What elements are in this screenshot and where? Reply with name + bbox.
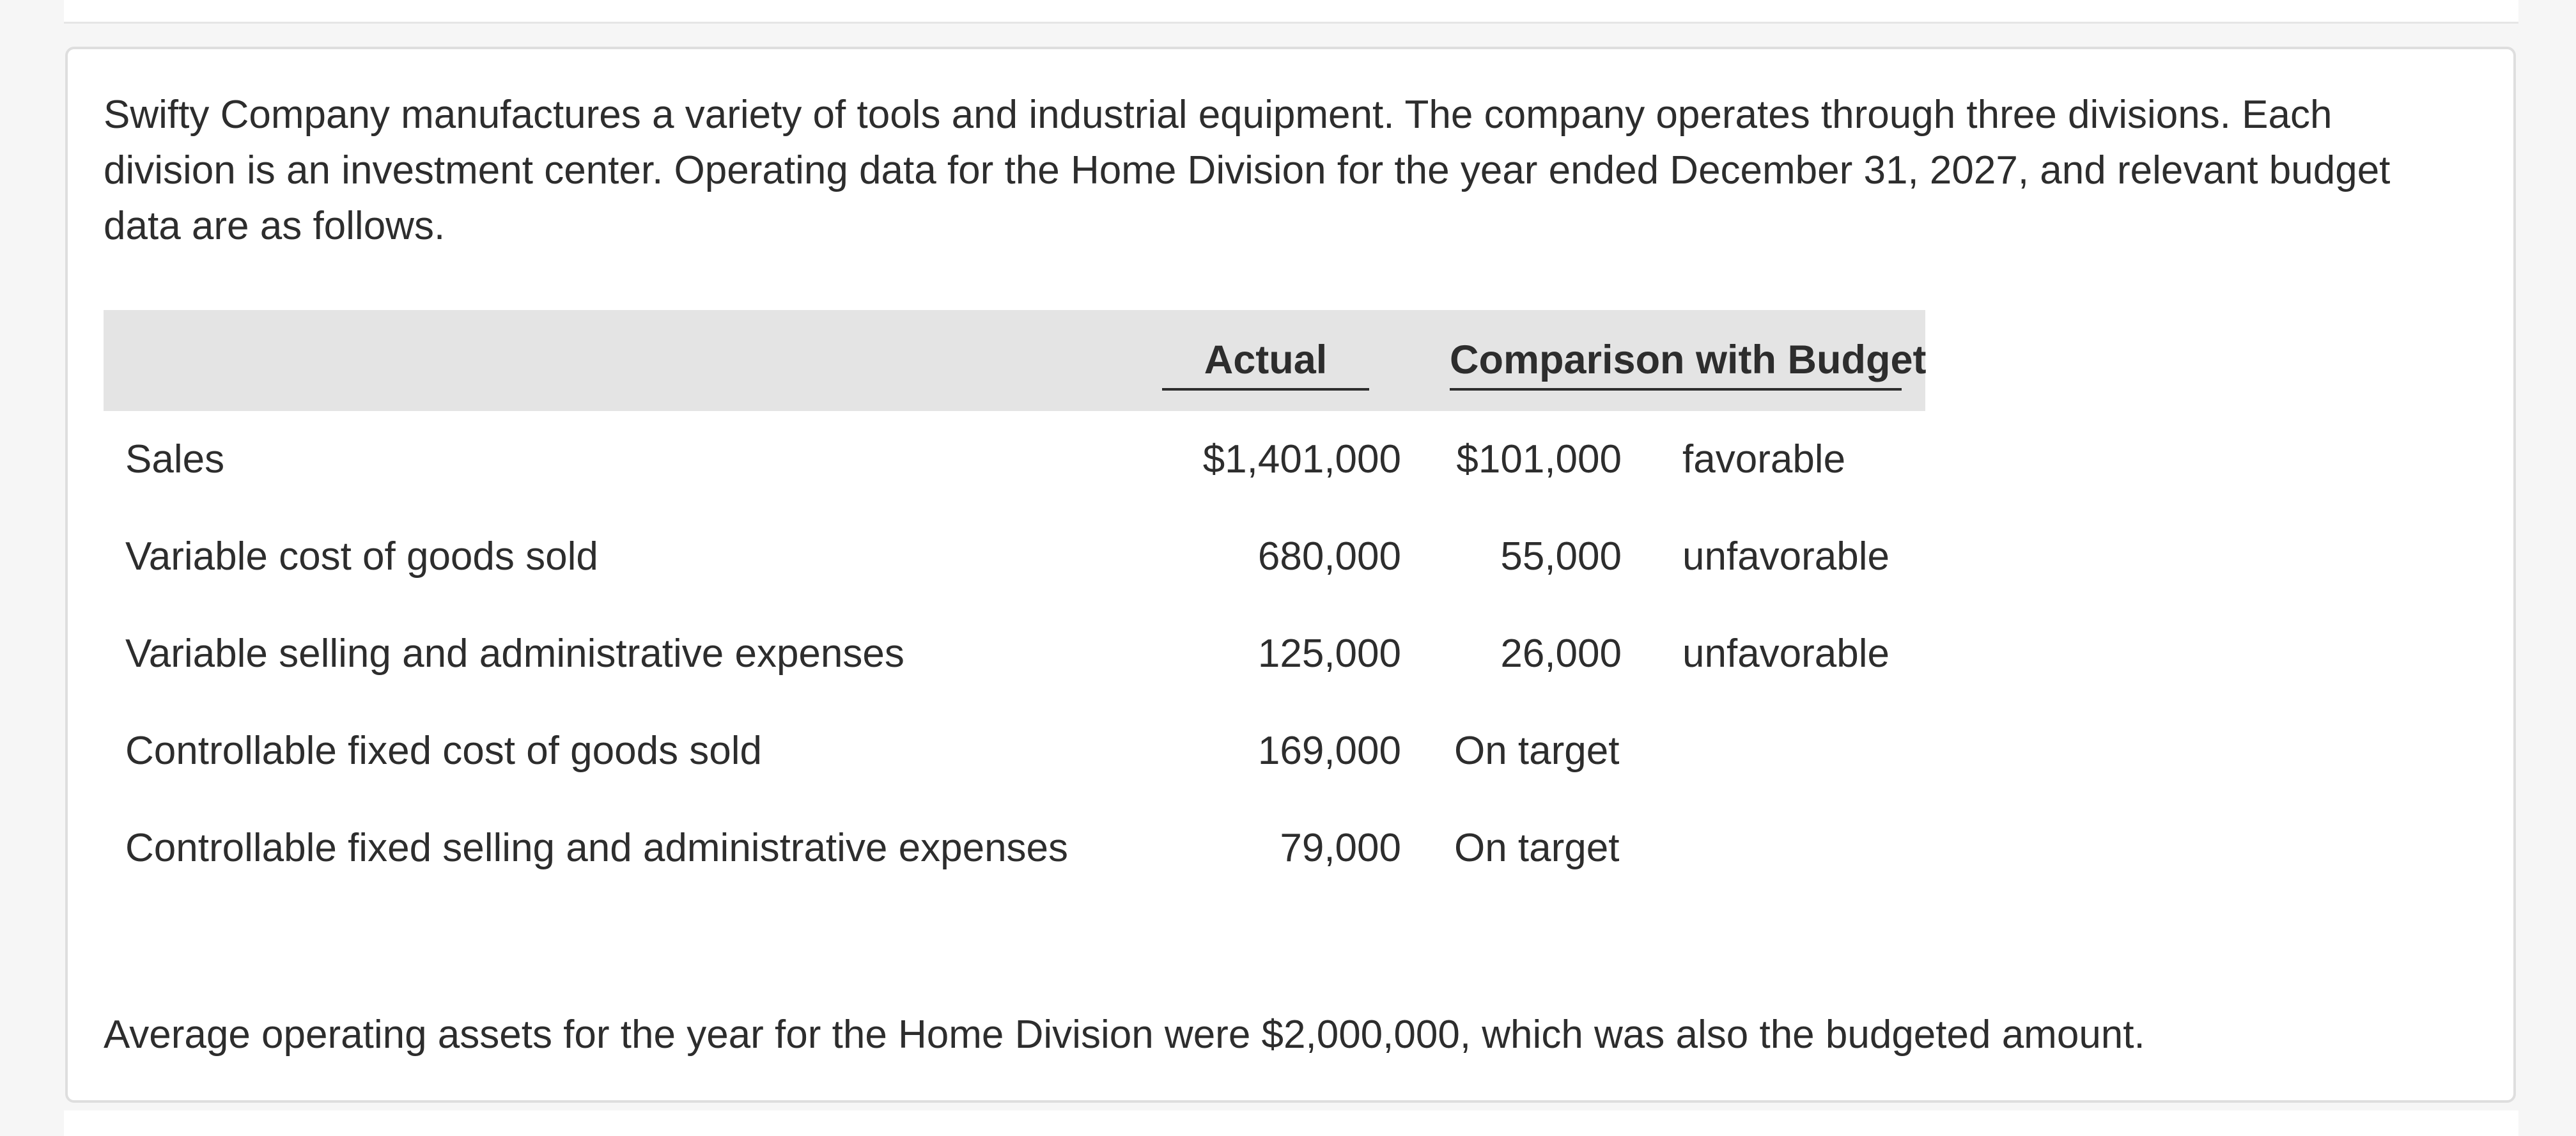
- actual-value: 79,000: [1280, 826, 1401, 870]
- table-row-fixed-cogs: [104, 703, 1925, 800]
- table-row-fixed-sga: [104, 800, 1925, 897]
- actual-value: 680,000: [1257, 534, 1401, 579]
- actual-value: 169,000: [1257, 729, 1401, 773]
- intro-paragraph: Swifty Company manufactures a variety of tools and industrial equipment. The company operates through three divisions. Each division is an investment center. Operating data for the Home Division for the year ended December 31, 2027, and relevant budget data are as follows.: [104, 93, 2391, 248]
- row-label: Sales: [125, 437, 225, 481]
- header-actual: Actual: [1162, 334, 1369, 391]
- bottom-strip: [64, 1110, 2518, 1136]
- table-row-sales: [104, 411, 1925, 508]
- variance-direction: favorable: [1682, 437, 1846, 481]
- budget-variance-amount: $101,000: [1456, 437, 1622, 481]
- operating-data-table: [104, 310, 1925, 897]
- budget-status: On target: [1454, 729, 1620, 773]
- actual-value: 125,000: [1257, 632, 1401, 676]
- table-header-row: [104, 310, 1925, 411]
- variance-direction: unfavorable: [1682, 534, 1890, 579]
- table-row-variable-sga: [104, 605, 1925, 703]
- row-label: Variable selling and administrative expenses: [125, 632, 904, 676]
- top-strip: [64, 0, 2518, 24]
- budget-variance-amount: 26,000: [1500, 632, 1622, 676]
- operating-assets-note: Average operating assets for the year for the Home Division were $2,000,000, which was also the budgeted amount.: [104, 1013, 2145, 1057]
- row-label: Controllable fixed cost of goods sold: [125, 729, 763, 773]
- row-label: Variable cost of goods sold: [125, 534, 598, 579]
- table-row-variable-cogs: [104, 508, 1925, 605]
- budget-variance-amount: 55,000: [1500, 534, 1622, 579]
- row-label: Controllable fixed selling and administrative expenses: [125, 826, 1069, 870]
- budget-status: On target: [1454, 826, 1620, 870]
- header-comparison-with-budget: Comparison with Budget: [1450, 334, 1902, 391]
- variance-direction: unfavorable: [1682, 632, 1890, 676]
- actual-value: $1,401,000: [1202, 437, 1401, 481]
